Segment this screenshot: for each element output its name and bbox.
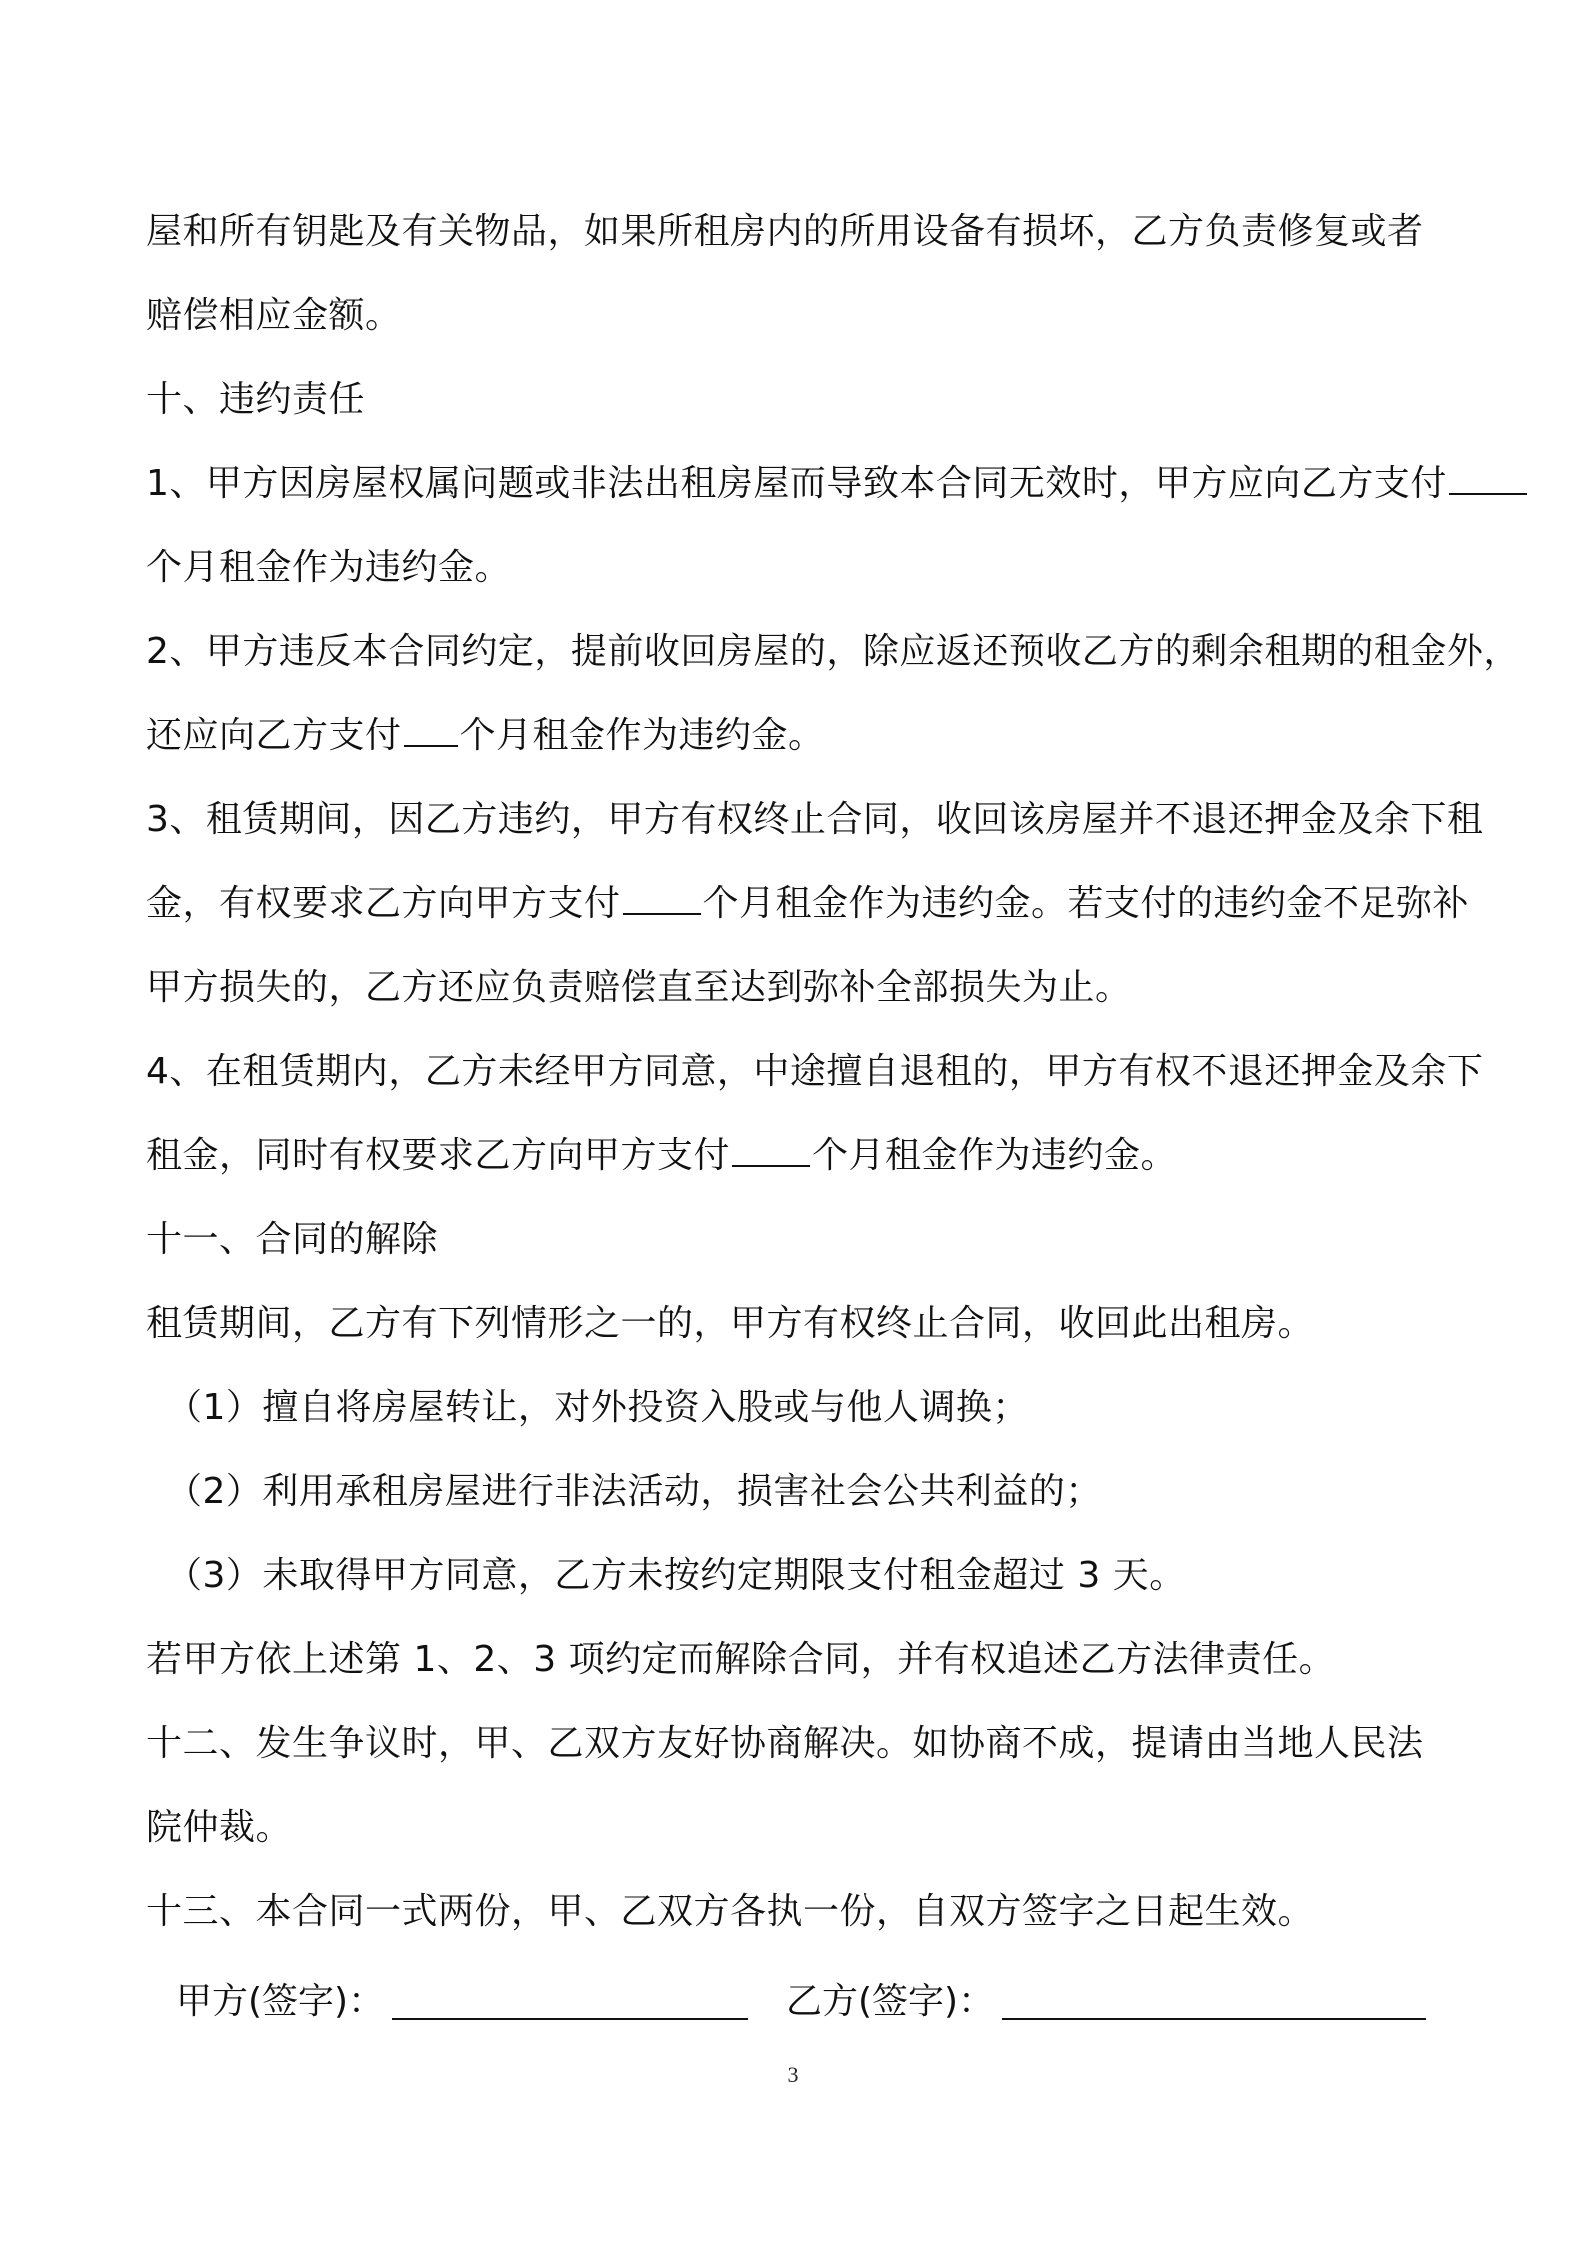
section-heading-breach: 十、违约责任 bbox=[146, 379, 366, 420]
clause-text: 金，有权要求乙方向甲方支付 bbox=[146, 883, 621, 924]
clause-1-line bbox=[146, 442, 1447, 526]
party-a-signature-label: 甲方(签字)： bbox=[176, 1981, 385, 2022]
clause-text: 还应向乙方支付 bbox=[146, 715, 402, 756]
clause-text: 1、甲方因房屋权属问题或非法出租房屋而导致本合同无效时，甲方应向乙方支付 bbox=[146, 463, 1447, 504]
clause-text: 个月租金作为违约金。 bbox=[459, 715, 825, 756]
clause-text: 个月租金作为违约金。若支付的违约金不足弥补 bbox=[702, 883, 1470, 924]
signature-row bbox=[146, 1960, 1442, 2044]
paragraph-line: 赔偿相应金额。 bbox=[146, 295, 402, 336]
clause-2-line: 2、甲方违反本合同约定，提前收回房屋的，除应返还预收乙方的剩余租期的租金外， bbox=[146, 631, 1520, 672]
paragraph-line: 若甲方依上述第 1、2、3 项约定而解除合同，并有权追述乙方法律责任。 bbox=[146, 1639, 1336, 1680]
list-item: （1）擅自将房屋转让，对外投资入股或与他人调换； bbox=[166, 1387, 1029, 1428]
paragraph-line: 院仲裁。 bbox=[146, 1807, 293, 1848]
party-b-signature-label: 乙方(签字)： bbox=[786, 1981, 995, 2022]
fill-in-blank bbox=[732, 1135, 810, 1167]
fill-in-blank bbox=[404, 715, 458, 747]
clause-3-continued bbox=[146, 862, 1470, 946]
fill-in-blank bbox=[623, 883, 701, 915]
fill-in-blank bbox=[1449, 463, 1527, 495]
list-item: （3）未取得甲方同意，乙方未按约定期限支付租金超过 3 天。 bbox=[166, 1555, 1186, 1596]
section-heading-dispute: 十二、发生争议时，甲、乙双方友好协商解决。如协商不成，提请由当地人民法 bbox=[146, 1723, 1424, 1764]
clause-4-continued bbox=[146, 1114, 1442, 1198]
clause-3-line: 3、租赁期间，因乙方违约，甲方有权终止合同，收回该房屋并不退还押金及余下租 bbox=[146, 799, 1484, 840]
clause-text: 租金，同时有权要求乙方向甲方支付 bbox=[146, 1135, 731, 1176]
section-heading-copies: 十三、本合同一式两份，甲、乙双方各执一份，自双方签字之日起生效。 bbox=[146, 1891, 1315, 1932]
list-item: （2）利用承租房屋进行非法活动，损害社会公共利益的； bbox=[166, 1471, 1102, 1512]
paragraph-line: 个月租金作为违约金。 bbox=[146, 547, 512, 588]
paragraph-line: 甲方损失的，乙方还应负责赔偿直至达到弥补全部损失为止。 bbox=[146, 967, 1132, 1008]
paragraph-line: 屋和所有钥匙及有关物品，如果所租房内的所用设备有损坏，乙方负责修复或者 bbox=[146, 211, 1424, 252]
clause-2-continued bbox=[146, 694, 1442, 778]
party-a-signature-line[interactable] bbox=[392, 2018, 748, 2020]
section-heading-termination: 十一、合同的解除 bbox=[146, 1219, 439, 1260]
page-number: 3 bbox=[787, 2062, 799, 2087]
paragraph-line: 租赁期间，乙方有下列情形之一的，甲方有权终止合同，收回此出租房。 bbox=[146, 1303, 1315, 1344]
party-b-signature-line[interactable] bbox=[1002, 2018, 1426, 2020]
clause-4-line: 4、在租赁期内，乙方未经甲方同意，中途擅自退租的，甲方有权不退还押金及余下 bbox=[146, 1051, 1484, 1092]
contract-body bbox=[146, 190, 1520, 1954]
clause-text: 个月租金作为违约金。 bbox=[812, 1135, 1178, 1176]
